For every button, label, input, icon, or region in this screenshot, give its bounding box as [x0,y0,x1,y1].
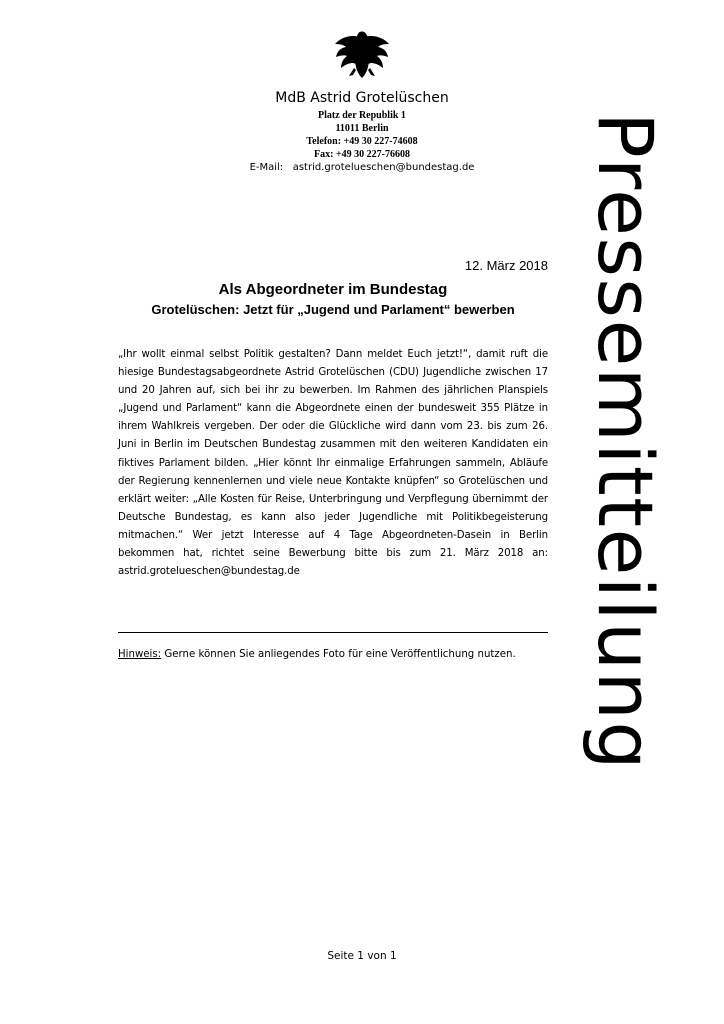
email-label: E-Mail: [249,162,284,173]
press-date: 12. März 2018 [464,258,548,273]
sender-name: MdB Astrid Grotelüschen [275,90,449,106]
email-link[interactable]: astrid.grotelueschen@bundestag.de [292,162,475,173]
note-text: Gerne können Sie anliegendes Foto für eine Veröffentlichung nutzen. [161,649,516,660]
page-number: Seite 1 von 1 [327,950,397,962]
sender-city: 11011 Berlin [335,123,389,134]
note-label: Hinweis: [118,649,162,660]
letterhead [180,90,544,174]
federal-eagle-icon [334,28,390,80]
subheadline: Grotelüschen: Jetzt für „Jugend und Parlament“ bewerben [151,302,515,317]
sender-street: Platz der Republik 1 [318,110,406,121]
side-title-container [570,112,700,852]
sender-fax: Fax: +49 30 227-76608 [314,149,410,160]
headline: Als Abgeordneter im Bundestag [218,281,448,298]
body-paragraph: „Ihr wollt einmal selbst Politik gestalten? Dann meldet Euch jetzt!“, damit ruft die hiesige Bundestagsabgeordnete Astrid Grotelüschen (CDU) Jugendliche zwischen 17 und 20 Jahren auf, sich bei ihr zu bewerben. Im Rahmen des jährlichen Planspiels „Jugend und Parlament“ kann die Abgeordnete einen der bundesweit 355 Plätze in ihrem Wahlkreis vergeben. Der oder die Glückliche wird dann vom 23. bis zum 26. Juni in Berlin im Deutschen Bundestag zusammen mit den weiteren Kandidaten ein fiktives Parlament bilden. „Hier könnt Ihr einmalige Erfahrungen sammeln, Abläufe der Regierung kennenlernen und viele neue Kontakte knüpfen“ so Grotelüschen und erklärt weiter: „Alle Kosten für Reise, Unterbringung und Verpflegung übernimmt der Deutsche Bundestag, es kann also jeder Jugendliche mit Politikbegeisterung mitmachen.“ Wer jetzt Interesse auf 4 Tage Abgeordneten-Dasein in Berlin bekommen hat, richtet seine Bewerbung bitte bis zum 21. März 2018 an: astrid.grotelueschen@bundestag.de [118,349,548,578]
sender-email-row [180,161,544,174]
side-title: Pressemitteilung [581,112,670,772]
divider [118,632,548,633]
sender-phone: Telefon: +49 30 227-74608 [306,136,418,147]
note [118,649,558,660]
